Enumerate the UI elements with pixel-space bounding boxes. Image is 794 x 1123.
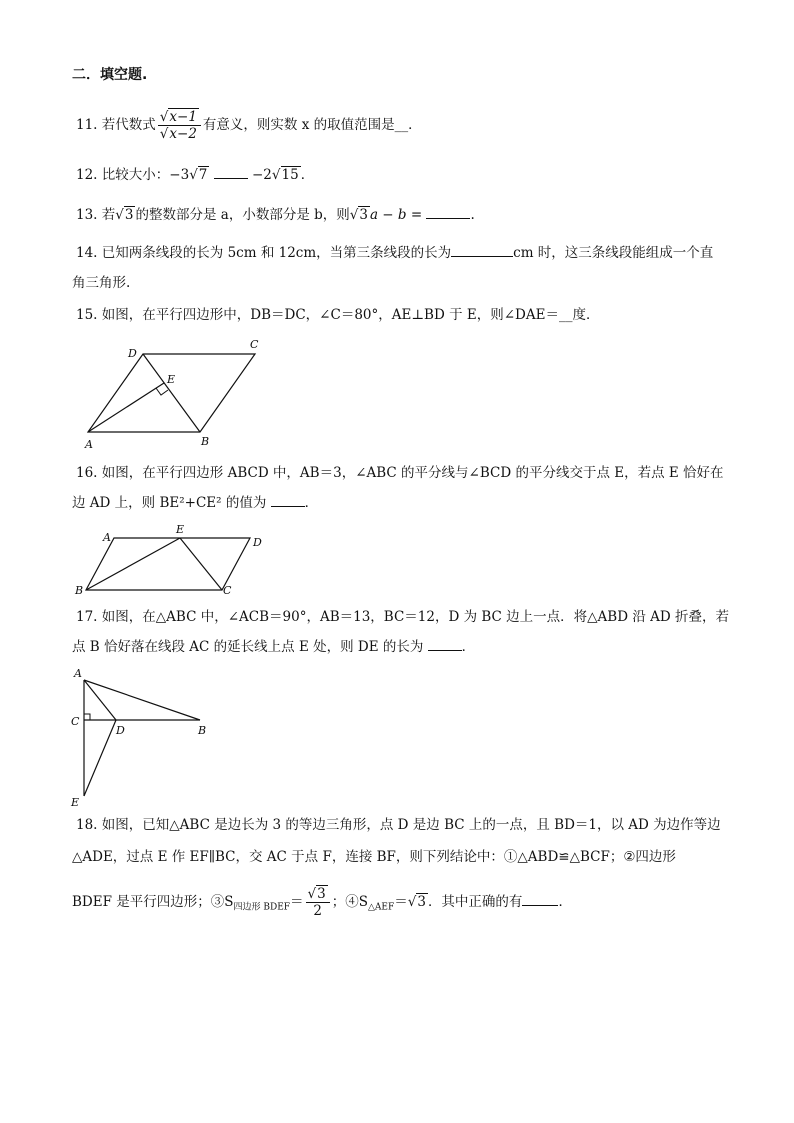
- question-number: 18.: [76, 817, 98, 833]
- q16-line2: [72, 494, 318, 512]
- label-e: E: [71, 796, 80, 809]
- question-number: 13.: [76, 207, 98, 223]
- q11-pre: 若代数式: [101, 117, 156, 133]
- segment-ce: [180, 538, 222, 590]
- q17-line2: [72, 638, 475, 656]
- q17-line2-post: ．: [461, 639, 476, 655]
- q13-mid2: a − b =: [369, 207, 423, 223]
- label-e: E: [176, 523, 185, 536]
- question-number: 17.: [76, 609, 98, 625]
- q18-line3-pre: BDEF 是平行四边形；③S: [72, 894, 234, 910]
- q12-mid: −2: [251, 167, 272, 183]
- q13-radicand-0: 3: [124, 207, 134, 223]
- label-a: A: [85, 438, 93, 450]
- segment-de: [84, 720, 116, 796]
- q13-mid1: 的整数部分是 a，小数部分是 b，则: [135, 207, 350, 223]
- q18-sub2: △AEF: [367, 902, 395, 913]
- q12-post: ．: [300, 167, 315, 183]
- segment-ab: [84, 680, 200, 720]
- q18-mid: ；④S: [331, 894, 368, 910]
- q13-radicand-1: 3: [359, 207, 368, 223]
- q14-after-blank: cm 时，这三条线段能组成一个直: [513, 245, 714, 261]
- q18-end: ．: [558, 894, 572, 910]
- q14-line2: 角三角形.: [72, 275, 131, 291]
- q16-line2-pre: 边 AD 上，则 BE²+CE² 的值为: [72, 495, 267, 511]
- segment-ae: [88, 383, 164, 432]
- q17-line2-pre: 点 B 恰好落在线段 AC 的延长线上点 E 处，则 DE 的长为: [72, 639, 424, 655]
- question-13: 13. 若√3 的整数部分是 a，小数部分是 b，则√3 a − b = .: [76, 207, 475, 223]
- question-18: [76, 816, 721, 834]
- answer-blank[interactable]: [214, 166, 248, 179]
- label-c: C: [223, 584, 232, 597]
- q11-post: 有意义，则实数 x 的取值范围是__．: [202, 117, 422, 133]
- answer-blank[interactable]: [271, 494, 305, 507]
- q16-line1: 如图，在平行四边形 ABCD 中，AB＝3，∠ABC 的平分线与∠BCD 的平分线交于点 E，若点 E 恰好在: [101, 465, 724, 481]
- q18-sub: 四边形 BDEF: [233, 902, 291, 913]
- q13-post: .: [470, 207, 475, 223]
- question-16: [76, 464, 724, 482]
- question-11: [76, 106, 422, 144]
- q18-eq2: ＝: [394, 894, 408, 910]
- label-a: A: [74, 667, 82, 680]
- parallelogram: [86, 538, 250, 590]
- q18-eq: ＝: [290, 894, 304, 910]
- q12-radicand-2: 15: [281, 167, 299, 183]
- q13-pre: 若: [101, 207, 116, 223]
- label-d: D: [253, 536, 262, 549]
- question-number: 16.: [76, 465, 98, 481]
- q16-figure: [72, 520, 272, 598]
- label-b: B: [75, 584, 84, 597]
- q14-line1: 已知两条线段的长为 5cm 和 12cm，当第三条线段的长为: [101, 245, 452, 261]
- answer-blank[interactable]: [522, 893, 558, 906]
- q12-radicand-1: 7: [198, 167, 208, 183]
- question-14: [76, 244, 713, 262]
- question-12: 12. 比较大小：−3√7 −2√15 ．: [76, 167, 315, 183]
- q12-pre: 比较大小：−3: [101, 167, 190, 183]
- question-15: [76, 306, 599, 324]
- label-c: C: [250, 338, 259, 351]
- question-17: [76, 608, 729, 626]
- q15-text: 如图，在平行四边形中，DB＝DC，∠C＝80°，AE⊥BD 于 E，则∠DAE＝__度．: [101, 307, 600, 323]
- q18-line3: BDEF 是平行四边形；$③S_{四边形 BDEF}=$ $\frac{√3}{2}$ ；$④S_{\triangle AEF}=√3$ ．其中正确的有 ．: [72, 886, 572, 919]
- q17-figure: [66, 664, 216, 810]
- q11-fraction: $\frac{√x-1}{√x-2}$: [158, 109, 201, 142]
- question-number: 12.: [76, 167, 98, 183]
- q15-figure: [80, 334, 270, 450]
- answer-blank[interactable]: [451, 244, 513, 257]
- label-b: B: [198, 724, 207, 737]
- section-heading: 二．填空题.: [72, 67, 148, 83]
- label-d: D: [128, 347, 137, 360]
- answer-blank[interactable]: [426, 206, 470, 219]
- q18-fraction: $\frac{√3}{2}$: [306, 886, 330, 919]
- q18-post: ．其中正确的有: [427, 894, 523, 910]
- question-number: 11.: [76, 117, 98, 133]
- right-angle-mark: [156, 388, 168, 395]
- q18-line1: 如图，已知△ABC 是边长为 3 的等边三角形，点 D 是边 BC 上的一点，且 BD＝1，以 AD 为边作等边: [101, 817, 721, 833]
- answer-blank[interactable]: [428, 638, 462, 651]
- q18-line2: △ADE，过点 E 作 EF∥BC，交 AC 于点 F，连接 BF，则下列结论中：①△ABD≌△BCF；②四边形: [72, 849, 676, 865]
- label-e: E: [167, 373, 176, 386]
- q16-line2-post: ．: [304, 495, 319, 511]
- right-angle-mark: [84, 714, 90, 720]
- q18-radicand: 3: [417, 894, 426, 910]
- q17-line1: 如图，在△ABC 中，∠ACB＝90°，AB＝13，BC＝12，D 为 BC 边上一点．将△ABD 沿 AD 折叠，若: [101, 609, 729, 625]
- question-number: 15.: [76, 307, 98, 323]
- label-c: C: [71, 715, 80, 728]
- label-b: B: [201, 435, 210, 448]
- label-d: D: [116, 724, 125, 737]
- diagonal-db: [143, 354, 200, 432]
- label-a: A: [103, 531, 111, 544]
- question-number: 14.: [76, 245, 98, 261]
